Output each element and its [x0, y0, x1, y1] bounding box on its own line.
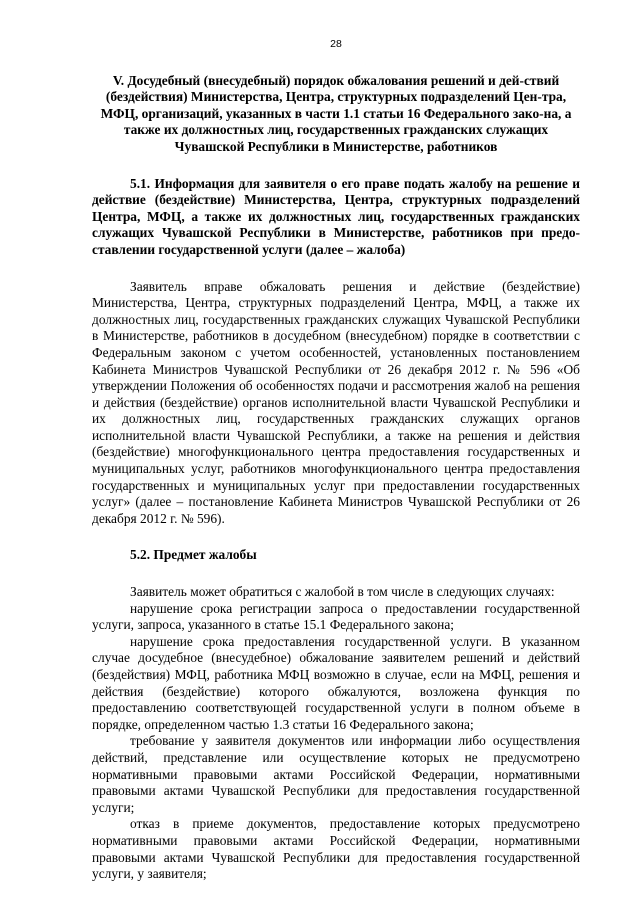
- page-number: 28: [330, 38, 342, 50]
- section-5-2-heading: 5.2. Предмет жалобы: [130, 547, 257, 563]
- section-5-2-paragraph: отказ в приеме документов, предоставление которых предусмотрено нормативными правовыми актами Российской Федерации, нормативными правовыми актами Чувашской Республики для предоставления государственной услуги, у заявителя;: [92, 816, 580, 882]
- section-5-2-paragraph: Заявитель может обратиться с жалобой в том числе в следующих случаях:: [130, 584, 555, 600]
- chapter-title: V. Досудебный (внесудебный) порядок обжалования решений и дей-ствий (бездействия) Министерства, Центра, структурных подразделений Цен-тра, МФЦ, организаций, указанных в части 1.1 статьи 16 Федерального зако-на, а также их должностных лиц, государственных гражданских служащих Чувашской Республики в Министерстве, работников: [100, 72, 572, 154]
- section-5-1-paragraph: Заявитель вправе обжаловать решения и действие (бездействие) Министерства, Центра, структурных подразделений Центра, МФЦ, а также их должностных лиц, государственных гражданских служащих Чувашской Республики в Министерстве, работников в досудебном (внесудебном) порядке в соответствии с Федеральным законом с учетом особенностей, установленных постановлением Кабинета Министров Чувашской Республики от 26 декабря 2012 г. № 596 «Об утверждении Положения об особенностях подачи и рассмотрения жалоб на решения и действия (бездействие) органов исполнительной власти Чувашской Республики и их должностных лиц, государственных гражданских служащих органов исполнительной власти Чувашской Республики, а также на решения и действия (бездействие) многофункционального центра предоставления государственных и муниципальных услуг, работников многофункционального центра предоставления государственных и муниципальных услуг при предоставлении государственных услуг» (далее – постановление Кабинета Министров Чувашской Республики от 26 декабря 2012 г. № 596).: [92, 278, 580, 526]
- section-5-1-heading: 5.1. Информация для заявителя о его праве подать жалобу на решение и действие (бездействие) Министерства, Центра, структурных подразделений Центра, МФЦ, а также их должностных лиц, государственных гражданских служащих Чувашской Республики в Министерстве, работников при предо-ставлении государственной услуги (далее – жалоба): [92, 175, 580, 257]
- section-5-2-paragraph: нарушение срока предоставления государственной услуги. В указанном случае досудебное (внесудебное) обжалование заявителем решений и действий (бездействия) МФЦ, работника МФЦ возможно в случае, если на МФЦ, решения и действия (бездействие) которого обжалуются, возложена функция по предоставлению соответствующей государственной услуги в полном объеме в порядке, определенном частью 1.3 статьи 16 Федерального закона;: [92, 633, 580, 732]
- section-5-2-paragraph: нарушение срока регистрации запроса о предоставлении государственной услуги, запроса, указанного в статье 15.1 Федерального закона;: [92, 600, 580, 633]
- section-5-2-paragraph: требование у заявителя документов или информации либо осуществления действий, представление или осуществление которых не предусмотрено нормативными правовыми актами Российской Федерации, нормативными правовыми актами Чувашской Республики для предоставления государственной услуги;: [92, 733, 580, 815]
